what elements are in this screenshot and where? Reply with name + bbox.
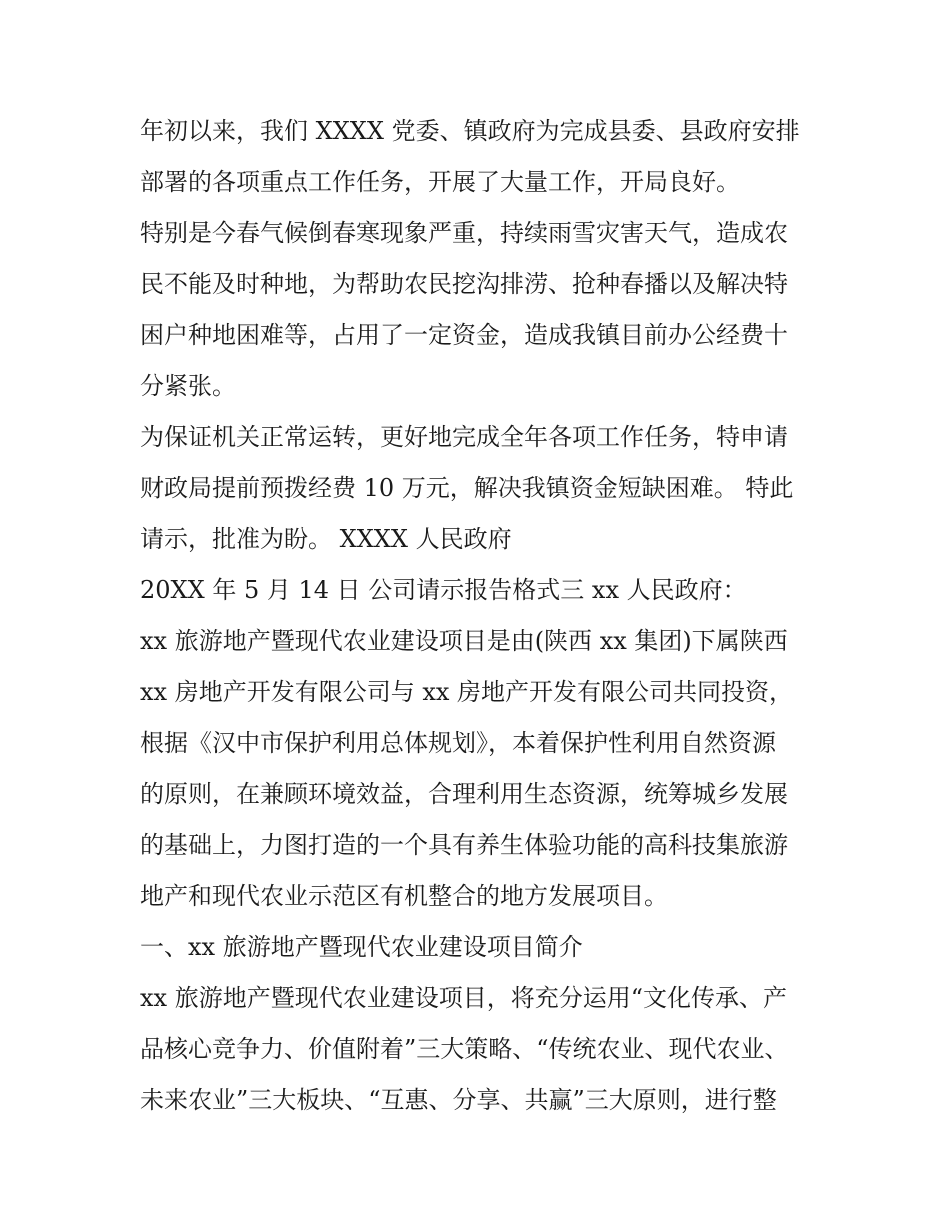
text-line: 品核心竞争力、价值附着”三大策略、“传统农业、现代农业、 (140, 1035, 789, 1063)
text-line: 特别是今春气候倒春寒现象严重，持续雨雪灾害天气，造成农 (140, 219, 788, 247)
text-line: 民不能及时种地，为帮助农民挖沟排涝、抢种春播以及解决特 (140, 270, 788, 298)
text-line: 部署的各项重点工作任务，开展了大量工作，开局良好。 (140, 168, 740, 196)
text-line: 年初以来，我们 XXXX 党委、镇政府为完成县委、县政府安排 (140, 117, 800, 145)
text-line: 财政局提前预拨经费 10 万元，解决我镇资金短缺困难。 特此 (140, 474, 794, 502)
section-heading: 一、xx 旅游地产暨现代农业建设项目简介 (140, 933, 583, 961)
text-line: xx 房地产开发有限公司与 xx 房地产开发有限公司共同投资， (140, 678, 794, 706)
text-line: 未来农业”三大板块、“互惠、分享、共赢”三大原则，进行整 (140, 1086, 777, 1114)
text-line: 20XX 年 5 月 14 日 公司请示报告格式三 xx 人民政府： (140, 576, 747, 604)
text-line: 的基础上，力图打造的一个具有养生体验功能的高科技集旅游 (140, 831, 788, 859)
text-line: xx 旅游地产暨现代农业建设项目是由(陕西 xx 集团)下属陕西 (140, 627, 788, 655)
text-line: 分紧张。 (140, 372, 236, 400)
text-line: 困户种地困难等，占用了一定资金，造成我镇目前办公经费十 (140, 321, 788, 349)
text-line: xx 旅游地产暨现代农业建设项目，将充分运用“文化传承、产 (140, 984, 787, 1012)
text-line: 地产和现代农业示范区有机整合的地方发展项目。 (140, 882, 668, 910)
document-page (140, 106, 820, 1126)
text-line: 为保证机关正常运转，更好地完成全年各项工作任务，特申请 (140, 423, 788, 451)
text-line: 请示，批准为盼。 XXXX 人民政府 (140, 525, 512, 553)
text-line: 的原则，在兼顾环境效益，合理利用生态资源，统筹城乡发展 (140, 780, 788, 808)
text-line: 根据《汉中市保护利用总体规划》，本着保护性利用自然资源 (140, 729, 776, 757)
